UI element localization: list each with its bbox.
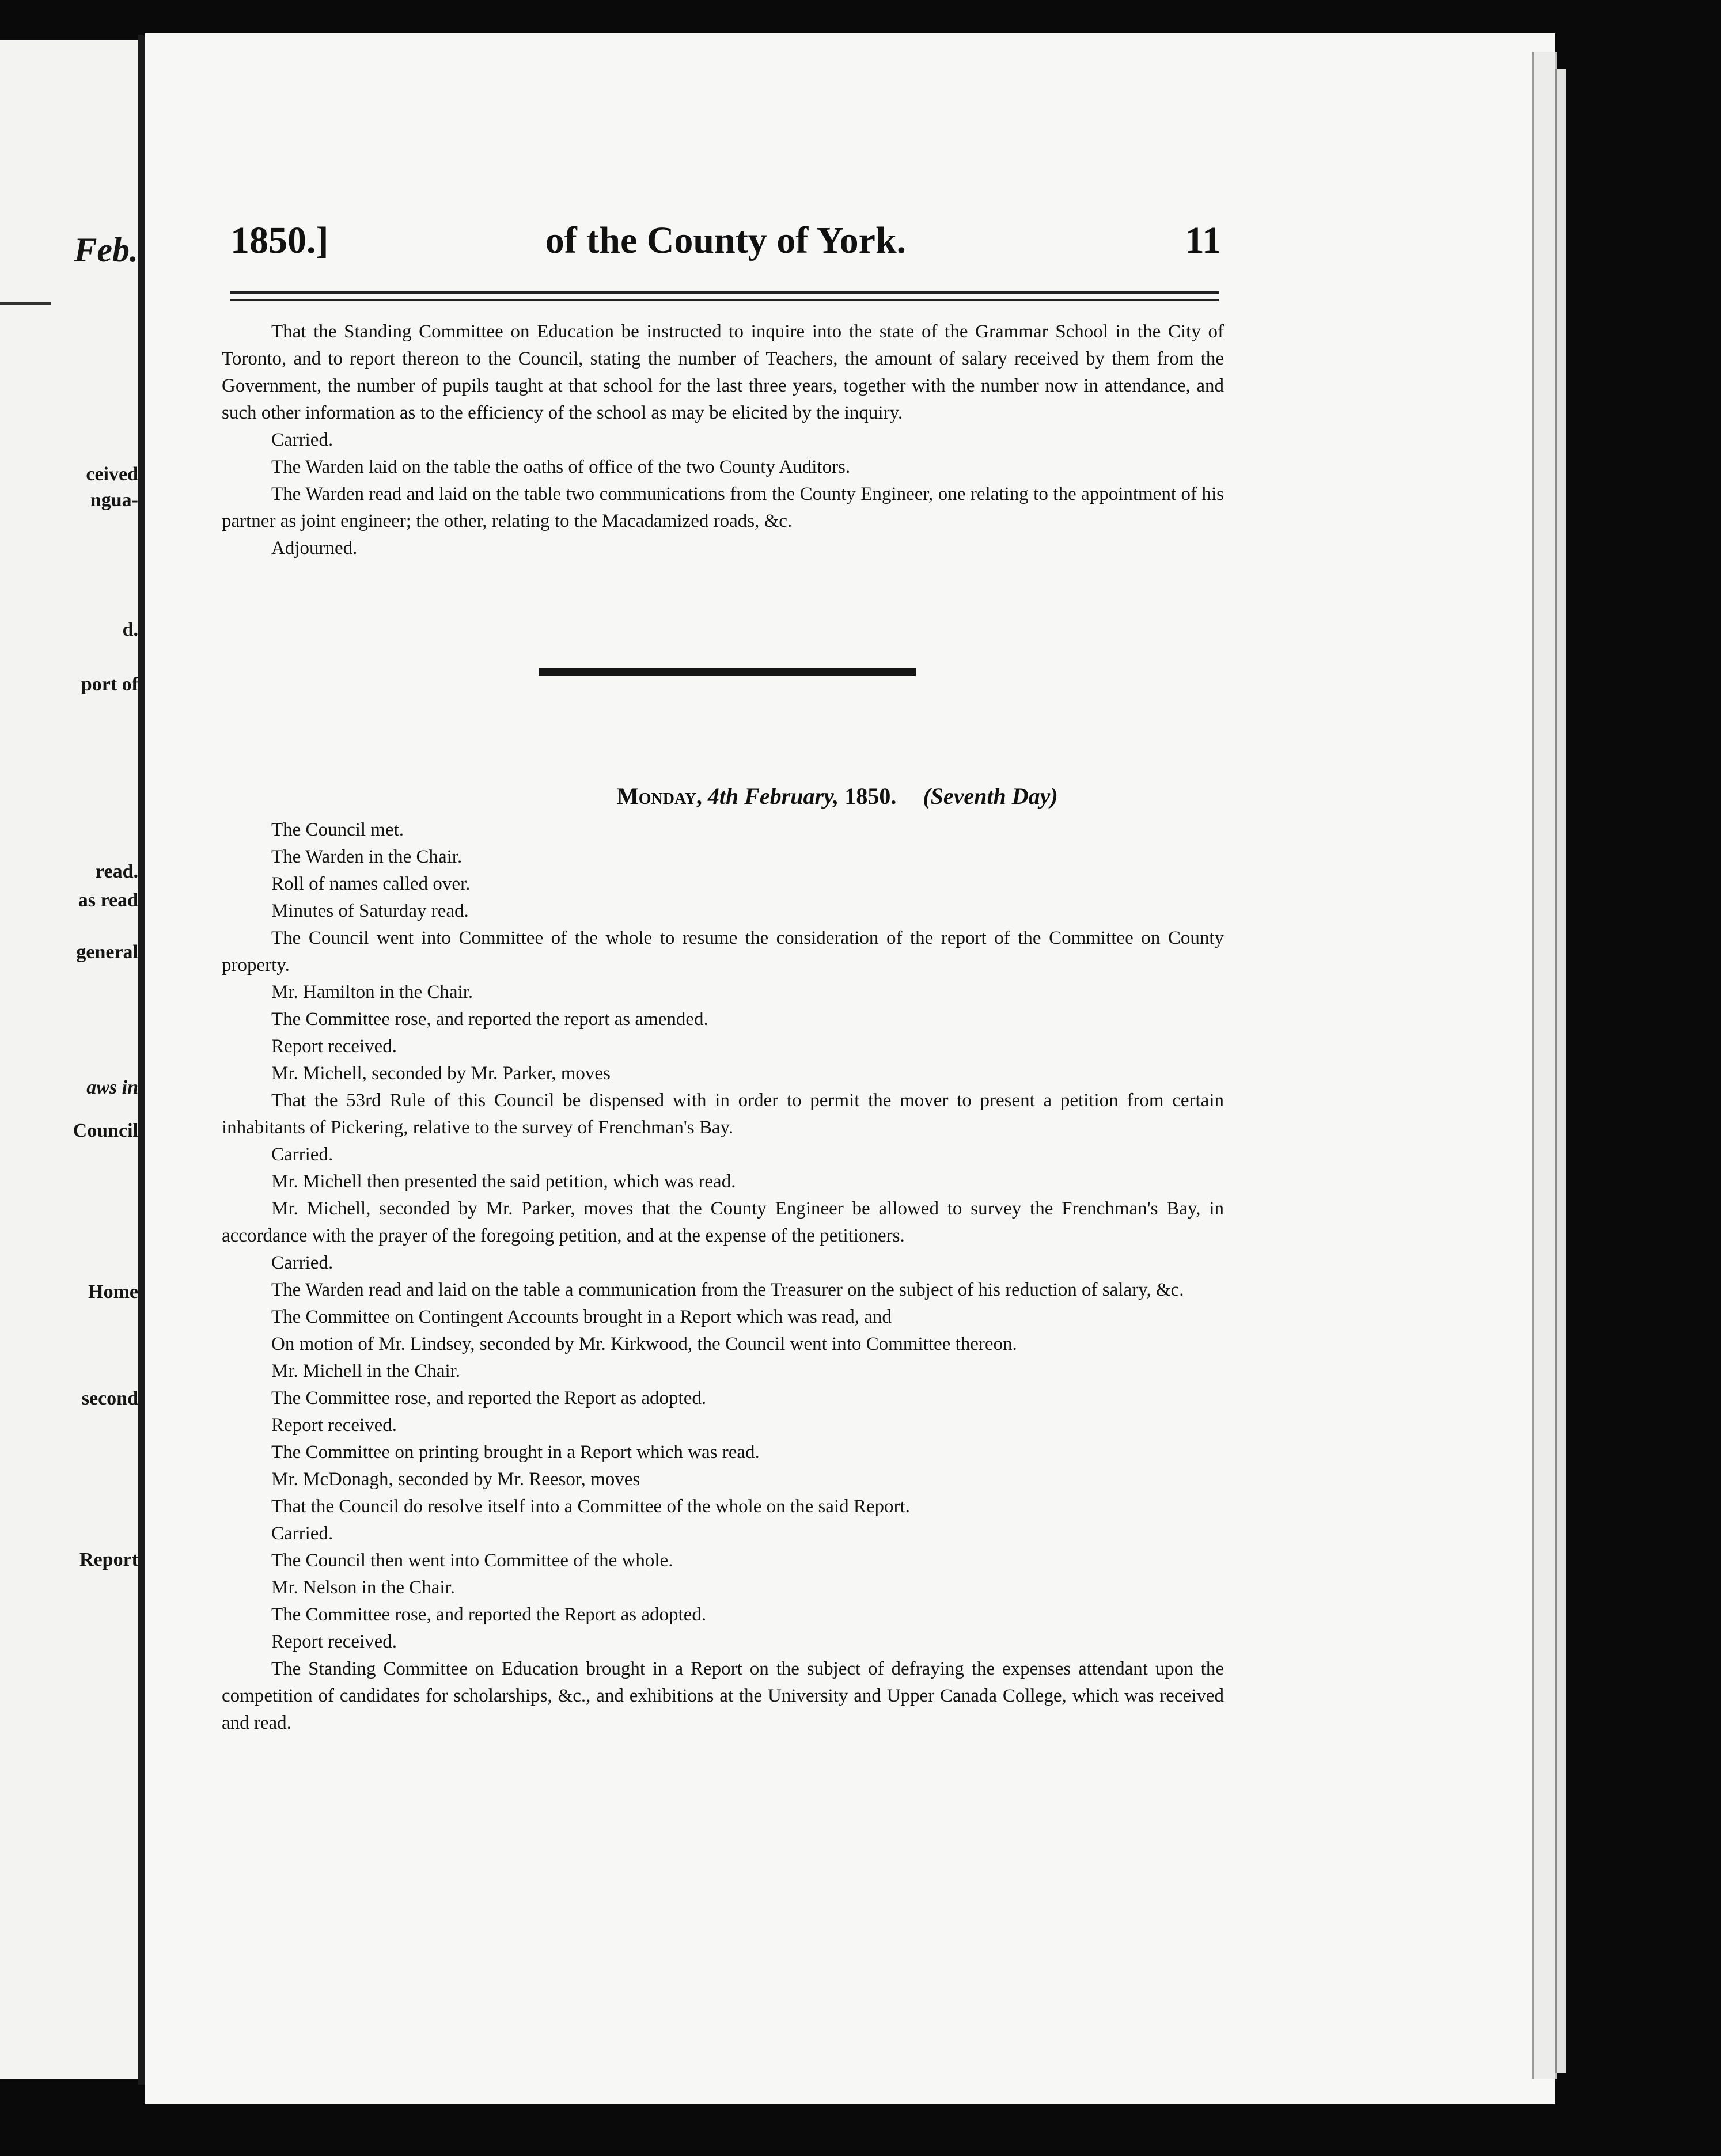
day-year: 1850.: [844, 783, 897, 809]
minutes-paragraph: The Warden laid on the table the oaths of office of the two County Auditors.: [271, 457, 851, 477]
facing-fragment: ceived: [86, 464, 138, 485]
minutes-paragraph: Mr. Michell, seconded by Mr. Parker, moves that the County Engineer be allowed to survey the Frenchman's Bay, in accordance with the prayer of the foregoing petition, and at the expense of the petitioners.: [222, 1198, 1224, 1246]
day-date: 4th February,: [707, 783, 839, 809]
minutes-paragraph: Minutes of Saturday read.: [271, 901, 469, 921]
page-edge: [1555, 69, 1566, 2073]
facing-fragment: Report: [79, 1549, 138, 1570]
minutes-paragraph: Adjourned.: [271, 538, 358, 559]
header-rule: [230, 291, 1219, 294]
facing-fragment: Council: [73, 1120, 138, 1141]
page-edge: [1532, 52, 1557, 2079]
facing-rule: [0, 302, 51, 305]
running-header: [230, 219, 1221, 271]
page-number: 11: [1185, 219, 1221, 261]
header-title: of the County of York.: [545, 219, 907, 261]
minutes-paragraph: That the Council do resolve itself into a Committee of the whole on the said Report.: [271, 1496, 910, 1517]
facing-fragment: port of: [81, 674, 138, 695]
minutes-paragraph: Mr. Michell then presented the said petition, which was read.: [271, 1171, 736, 1192]
minutes-paragraph: Report received.: [271, 1631, 397, 1652]
day-weekday: Monday,: [617, 783, 702, 809]
facing-fragment: read.: [96, 861, 138, 882]
minutes-paragraph: Carried.: [271, 1252, 333, 1273]
book-gutter: [138, 35, 145, 2085]
minutes-paragraph: The Council met.: [271, 819, 404, 840]
minutes-paragraph: On motion of Mr. Lindsey, seconded by Mr. Kirkwood, the Council went into Committee thereon.: [271, 1334, 1017, 1354]
minutes-paragraph: Carried.: [271, 430, 333, 450]
minutes-paragraph: That the Standing Committee on Education be instructed to inquire into the state of the Grammar School in the City of Toronto, and to report thereon to the Council, stating the number of Teachers, the amount of salary received by them from the Government, the number of pupils taught at that school for the last three years, together with the number now in attendance, and such other information as to the efficiency of the school as may be elicited by the inquiry.: [222, 321, 1224, 423]
minutes-paragraph: The Council went into Committee of the whole to resume the consideration of the report of the Committee on County property.: [222, 928, 1224, 975]
minutes-paragraph: Carried.: [271, 1144, 333, 1165]
facing-page: [0, 40, 138, 2079]
facing-fragment: Home: [88, 1281, 138, 1303]
facing-fragment: as read: [78, 890, 138, 911]
day-note: (Seventh Day): [923, 783, 1058, 809]
minutes-paragraph: Mr. Nelson in the Chair.: [271, 1577, 455, 1598]
header-year: 1850.]: [230, 219, 329, 261]
minutes-paragraph: The Warden read and laid on the table two communications from the County Engineer, one relating to the appointment of his partner as joint engineer; the other, relating to the Macadamized roads, &c.: [222, 484, 1224, 532]
minutes-paragraph: The Committee on Contingent Accounts brought in a Report which was read, and: [271, 1307, 892, 1327]
facing-fragment: d.: [122, 619, 138, 640]
minutes-block-2: [222, 817, 1224, 1737]
minutes-paragraph: The Committee rose, and reported the Report as adopted.: [271, 1604, 707, 1625]
facing-fragment: aws in: [86, 1077, 138, 1098]
header-rule: [230, 299, 1219, 301]
minutes-paragraph: The Committee rose, and reported the report as amended.: [271, 1009, 708, 1030]
facing-fragment: ngua-: [90, 489, 138, 511]
minutes-paragraph: Report received.: [271, 1036, 397, 1057]
minutes-paragraph: Mr. Michell in the Chair.: [271, 1361, 461, 1381]
minutes-paragraph: The Warden in the Chair.: [271, 847, 463, 867]
minutes-paragraph: The Committee on printing brought in a Report which was read.: [271, 1442, 760, 1463]
minutes-paragraph: The Council then went into Committee of the whole.: [271, 1550, 673, 1571]
section-separator: [539, 668, 916, 676]
minutes-paragraph: The Warden read and laid on the table a communication from the Treasurer on the subject of his reduction of salary, &c.: [271, 1280, 1184, 1300]
facing-fragment: general: [76, 942, 138, 963]
minutes-paragraph: Report received.: [271, 1415, 397, 1436]
minutes-paragraph: Mr. Michell, seconded by Mr. Parker, moves: [271, 1063, 611, 1084]
minutes-paragraph: The Committee rose, and reported the Report as adopted.: [271, 1388, 707, 1409]
minutes-block-1: [222, 318, 1224, 562]
day-heading: [222, 780, 1224, 813]
minutes-paragraph: That the 53rd Rule of this Council be dispensed with in order to permit the mover to present a petition from certain inhabitants of Pickering, relative to the survey of Frenchman's Bay.: [222, 1090, 1224, 1138]
facing-fragment: Feb.: [74, 231, 138, 269]
minutes-paragraph: Mr. McDonagh, seconded by Mr. Reesor, moves: [271, 1469, 640, 1490]
minutes-paragraph: Carried.: [271, 1523, 333, 1544]
facing-fragment: second: [81, 1388, 138, 1409]
minutes-paragraph: The Standing Committee on Education brought in a Report on the subject of defraying the expenses attendant upon the competition of candidates for scholarships, &c., and exhibitions at the University and Upper Canada College, which was received and read.: [222, 1658, 1224, 1733]
minutes-paragraph: Roll of names called over.: [271, 874, 471, 894]
minutes-paragraph: Mr. Hamilton in the Chair.: [271, 982, 473, 1003]
